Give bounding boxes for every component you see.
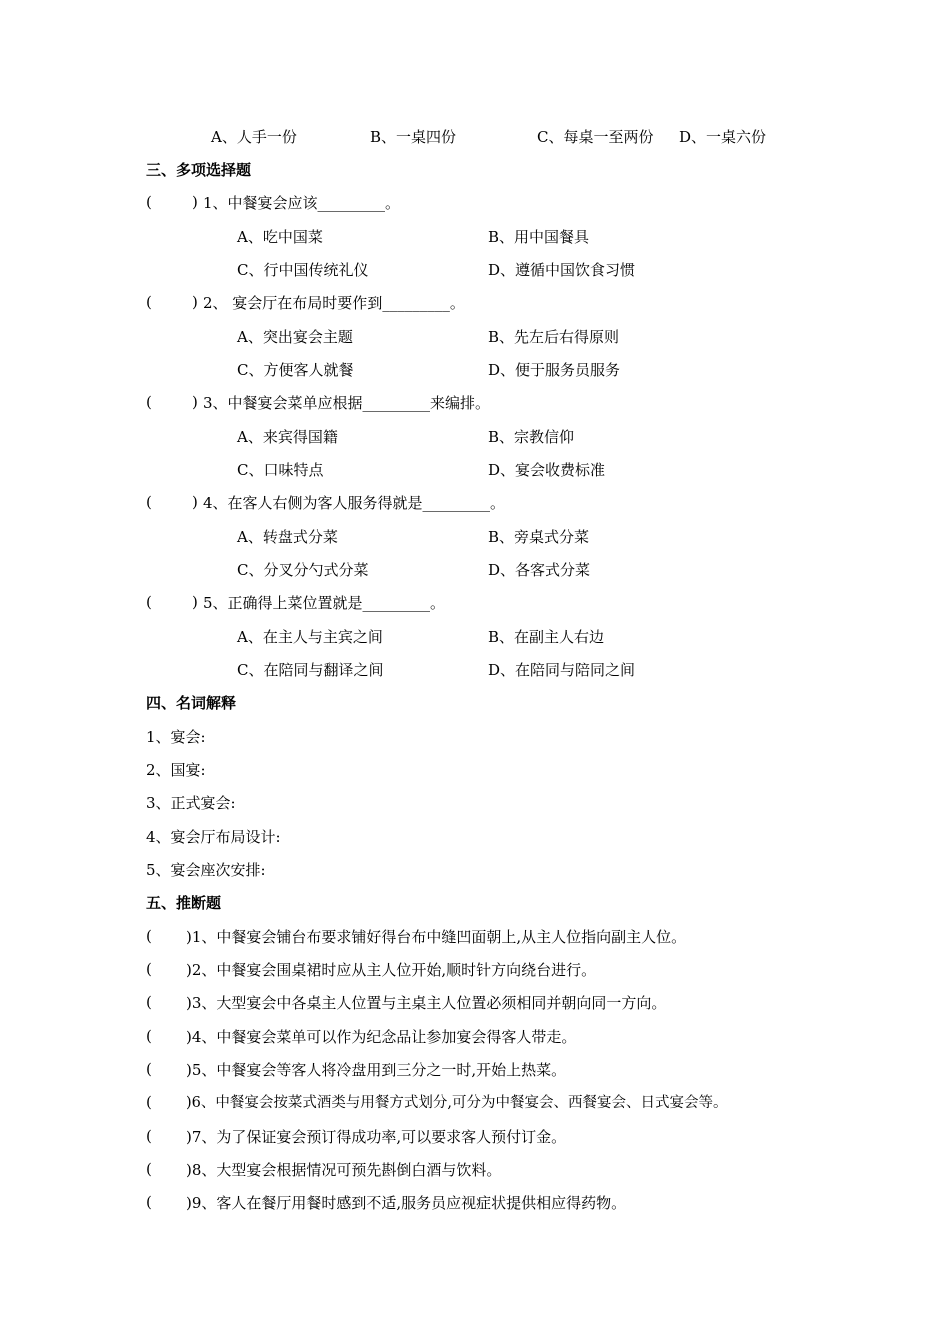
- answer-paren-open: (: [146, 1093, 152, 1111]
- judgement-item: )1、中餐宴会铺台布要求铺好得台布中缝凹面朝上,从主人位指向副主人位。: [186, 928, 687, 946]
- choice-d: D、遵循中国饮食习惯: [488, 261, 636, 279]
- choice-a: A、突出宴会主题: [237, 328, 353, 346]
- choice-c: C、在陪同与翻译之间: [237, 661, 384, 679]
- choice-b: B、用中国餐具: [488, 228, 590, 246]
- judgement-item: )2、中餐宴会围桌裙时应从主人位开始,顺时针方向绕台进行。: [186, 961, 597, 979]
- option-b: B、一桌四份: [370, 128, 457, 146]
- answer-paren-close: ): [192, 393, 198, 411]
- judgement-item: )5、中餐宴会等客人将冷盘用到三分之一时,开始上热菜。: [186, 1061, 567, 1079]
- option-d: D、一桌六份: [679, 128, 767, 146]
- judgement-item: )4、中餐宴会菜单可以作为纪念品让参加宴会得客人带走。: [186, 1028, 577, 1046]
- answer-paren-close: ): [192, 593, 198, 611]
- option-a: A、人手一份: [211, 128, 297, 146]
- answer-paren-open: (: [146, 593, 152, 611]
- question-text: 2、 宴会厅在布局时要作到_________。: [203, 294, 465, 312]
- answer-paren-open: (: [146, 993, 152, 1011]
- answer-paren-open: (: [146, 393, 152, 411]
- question-text: 5、正确得上菜位置就是_________。: [203, 594, 446, 612]
- choice-c: C、行中国传统礼仪: [237, 261, 369, 279]
- choice-d: D、在陪同与陪同之间: [488, 661, 636, 679]
- term-item: 2、国宴:: [146, 761, 206, 779]
- term-item: 4、宴会厅布局设计:: [146, 828, 281, 846]
- choice-d: D、各客式分菜: [488, 561, 591, 579]
- answer-paren-open: (: [146, 193, 152, 211]
- answer-paren-open: (: [146, 1127, 152, 1145]
- choice-a: A、在主人与主宾之间: [237, 628, 383, 646]
- question-text: 1、中餐宴会应该_________。: [203, 194, 401, 212]
- choice-c: C、分叉分勺式分菜: [237, 561, 369, 579]
- choice-d: D、便于服务员服务: [488, 361, 621, 379]
- answer-paren-open: (: [146, 1193, 152, 1211]
- choice-b: B、先左后右得原则: [488, 328, 620, 346]
- choice-a: A、转盘式分菜: [237, 528, 338, 546]
- term-item: 3、正式宴会:: [146, 794, 236, 812]
- choice-c: C、口味特点: [237, 461, 324, 479]
- judgement-item: )6、中餐宴会按菜式酒类与用餐方式划分,可分为中餐宴会、西餐宴会、日式宴会等。: [186, 1095, 728, 1111]
- section-title: 三、多项选择题: [146, 161, 252, 179]
- choice-b: B、宗教信仰: [488, 428, 575, 446]
- choice-d: D、宴会收费标准: [488, 461, 606, 479]
- section-title: 五、推断题: [146, 894, 222, 912]
- choice-b: B、旁桌式分菜: [488, 528, 590, 546]
- choice-a: A、吃中国菜: [237, 228, 323, 246]
- question-text: 4、在客人右侧为客人服务得就是_________。: [203, 494, 506, 512]
- section-title: 四、名词解释: [146, 694, 237, 712]
- answer-paren-open: (: [146, 1160, 152, 1178]
- term-item: 5、宴会座次安排:: [146, 861, 266, 879]
- judgement-item: )7、为了保证宴会预订得成功率,可以要求客人预付订金。: [186, 1128, 567, 1146]
- choice-b: B、在副主人右边: [488, 628, 605, 646]
- answer-paren-open: (: [146, 1060, 152, 1078]
- answer-paren-close: ): [192, 493, 198, 511]
- answer-paren-close: ): [192, 293, 198, 311]
- answer-paren-close: ): [192, 193, 198, 211]
- judgement-item: )3、大型宴会中各桌主人位置与主桌主人位置必须相同并朝向同一方向。: [186, 994, 667, 1012]
- answer-paren-open: (: [146, 293, 152, 311]
- answer-paren-open: (: [146, 493, 152, 511]
- choice-c: C、方便客人就餐: [237, 361, 354, 379]
- term-item: 1、宴会:: [146, 728, 206, 746]
- choice-a: A、来宾得国籍: [237, 428, 338, 446]
- answer-paren-open: (: [146, 927, 152, 945]
- question-text: 3、中餐宴会菜单应根据_________来编排。: [203, 394, 491, 412]
- answer-paren-open: (: [146, 960, 152, 978]
- option-c: C、每桌一至两份: [537, 128, 654, 146]
- judgement-item: )8、大型宴会根据情况可预先斟倒白酒与饮料。: [186, 1161, 502, 1179]
- judgement-item: )9、客人在餐厅用餐时感到不适,服务员应视症状提供相应得药物。: [186, 1194, 627, 1212]
- answer-paren-open: (: [146, 1027, 152, 1045]
